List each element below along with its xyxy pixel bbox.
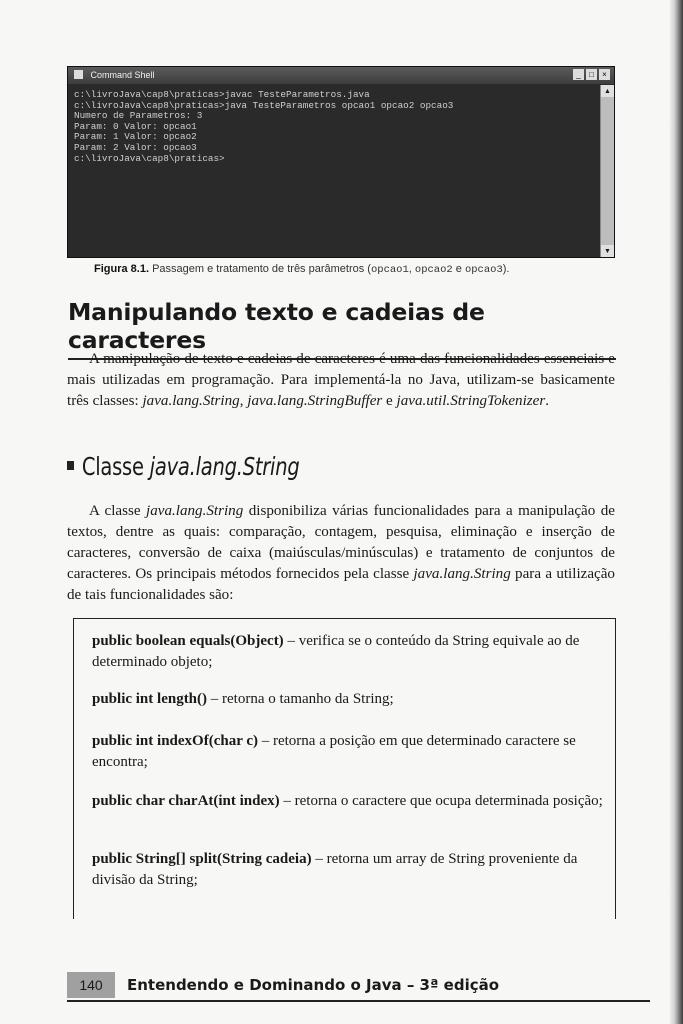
- caption-option: opcao3: [464, 264, 503, 276]
- caption-separator: ,: [408, 263, 415, 275]
- shell-line: c:\livroJava\cap8\praticas>javac TesteParametros.java: [74, 89, 370, 100]
- method-description: – retorna um array de String proveniente da divisão da String;: [92, 851, 578, 888]
- method-signature: public int length(): [92, 691, 208, 707]
- intro-end: .: [545, 393, 550, 409]
- para-text: A classe: [89, 503, 146, 519]
- shell-line: c:\livroJava\cap8\praticas>: [74, 152, 225, 164]
- intro-separator: e: [382, 393, 397, 409]
- method-item: [92, 849, 604, 890]
- caption-text: Passagem e tratamento de três parâmetros (: [149, 263, 371, 275]
- shell-line: Param: 1 Valor: opcao2: [74, 131, 197, 143]
- close-icon[interactable]: ×: [599, 69, 610, 80]
- method-signature: public boolean equals(Object): [92, 633, 284, 649]
- class-name: java.util.StringTokenizer: [396, 393, 546, 409]
- subtitle-class-name: java.lang.String: [149, 452, 300, 481]
- class-name: java.lang.StringBuffer: [247, 393, 383, 409]
- caption-option: opcao2: [414, 264, 453, 276]
- shell-app-icon: [74, 70, 83, 79]
- page-edge-shadow: [669, 0, 683, 1024]
- para-text: disponibiliza várias funcionalidades para a manipulação de textos, dentre as quais: comparação, contagem, pesquisa, eliminação e inserção de caracteres, conversão de caixa (maiúsculas/minúsculas) e tratamento de conjuntos de caracteres. Os principais métodos fornecidos pela classe: [67, 503, 615, 582]
- method-description: – retorna o caractere que ocupa determinada posição;: [279, 793, 603, 809]
- methods-box: [73, 618, 616, 919]
- shell-output: [68, 85, 600, 257]
- method-item: [92, 689, 604, 710]
- shell-scrollbar[interactable]: [600, 85, 614, 257]
- string-class-paragraph: [67, 501, 615, 606]
- class-name: java.lang.String: [146, 503, 244, 519]
- method-item: [92, 791, 604, 812]
- method-description: – verifica se o conteúdo da String equivale ao de determinado objeto;: [92, 633, 580, 670]
- shell-line: c:\livroJava\cap8\praticas>java TesteParametros opcao1 opcao2 opcao3: [74, 99, 454, 111]
- caption-option: opcao1: [370, 264, 409, 276]
- subsection-title: [67, 452, 300, 481]
- caption-separator: e: [452, 263, 465, 275]
- page-footer: [67, 970, 650, 1002]
- intro-separator: ,: [239, 393, 248, 409]
- shell-line: Numero de Parametros: 3: [74, 110, 203, 122]
- subtitle-prefix: Classe: [81, 452, 150, 481]
- section-title: Manipulando texto e cadeias de caracteres: [68, 298, 616, 360]
- method-description: – retorna a posição em que determinado caractere se encontra;: [92, 733, 576, 770]
- method-signature: public char charAt(int index): [92, 793, 280, 809]
- class-name: java.lang.String: [142, 393, 240, 409]
- book-title: Entendendo e Dominando o Java – 3ª edição: [127, 976, 500, 994]
- figure-caption: [94, 263, 634, 276]
- shell-title-bar: [68, 67, 614, 84]
- minimize-icon[interactable]: _: [573, 69, 584, 80]
- scroll-up-icon[interactable]: ▲: [601, 85, 614, 97]
- method-item: [92, 631, 604, 672]
- bullet-icon: [67, 461, 74, 470]
- class-name: java.lang.String: [413, 566, 511, 582]
- method-signature: public String[] split(String cadeia): [92, 851, 312, 867]
- method-description: – retorna o tamanho da String;: [207, 691, 394, 707]
- shell-line: Param: 2 Valor: opcao3: [74, 141, 197, 153]
- window-controls: [573, 69, 610, 80]
- command-shell-window: [67, 66, 615, 258]
- method-signature: public int indexOf(char c): [92, 733, 258, 749]
- para-text: para a utilização de tais funcionalidades são:: [67, 566, 615, 603]
- intro-paragraph: [67, 349, 615, 412]
- method-item: [92, 731, 604, 772]
- intro-text: A manipulação de texto e cadeias de caracteres é uma das funcionalidades essenciais e mais utilizadas em programação. Para implementá-la no Java, utilizam-se basicamente três classes:: [67, 351, 615, 409]
- shell-title-text: Command Shell: [90, 70, 155, 80]
- scroll-down-icon[interactable]: ▼: [601, 245, 614, 257]
- maximize-icon[interactable]: □: [586, 69, 597, 80]
- figure-label: Figura 8.1.: [94, 263, 150, 275]
- caption-text: ).: [502, 263, 510, 275]
- shell-line: Param: 0 Valor: opcao1: [74, 120, 197, 132]
- page-number: 140: [67, 972, 115, 998]
